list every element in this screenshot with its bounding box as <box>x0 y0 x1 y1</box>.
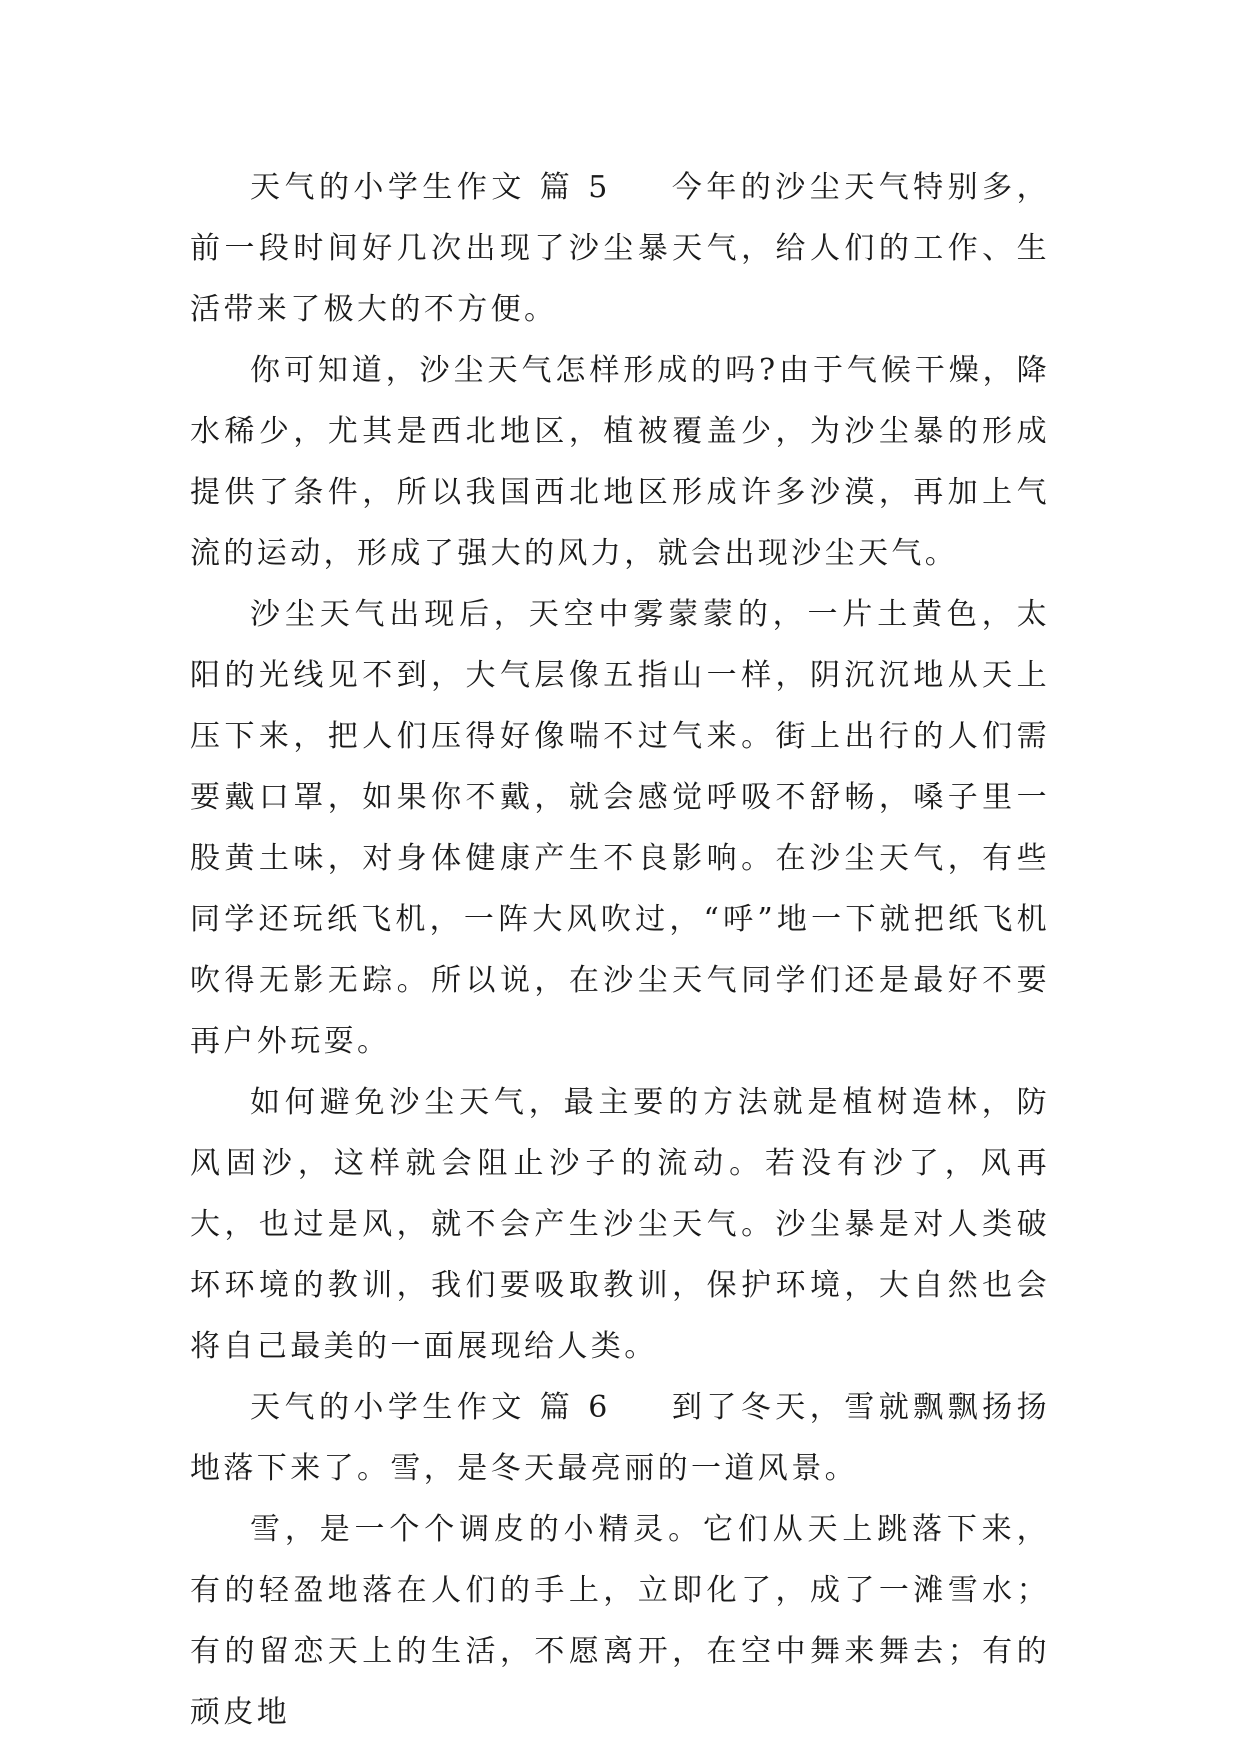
section-6-paragraph-1: 到了冬天，雪就飘飘扬扬地落下来了。雪，是冬天最亮丽的一道风景。 <box>190 1390 1050 1486</box>
section-6-first-paragraph <box>190 1377 1050 1499</box>
document-body <box>190 157 1050 1743</box>
section-6-paragraph-2: 雪，是一个个调皮的小精灵。它们从天上跳落下来，有的轻盈地落在人们的手上，立即化了，成了一滩雪水；有的留恋天上的生活，不愿离开，在空中舞来舞去；有的顽皮地 <box>190 1512 1050 1730</box>
section-5-paragraph-4: 如何避免沙尘天气，最主要的方法就是植树造林，防风固沙，这样就会阻止沙子的流动。若没有沙了，风再大，也过是风，就不会产生沙尘天气。沙尘暴是对人类破坏环境的教训，我们要吸取教训，保护环境，大自然也会将自己最美的一面展现给人类。 <box>190 1085 1050 1364</box>
section-5-paragraph-3: 沙尘天气出现后，天空中雾蒙蒙的，一片土黄色，太阳的光线见不到，大气层像五指山一样，阴沉沉地从天上压下来，把人们压得好像喘不过气来。街上出行的人们需要戴口罩，如果你不戴，就会感觉呼吸不舒畅，嗓子里一股黄土味，对身体健康产生不良影响。在沙尘天气，有些同学还玩纸飞机，一阵大风吹过，“呼”地一下就把纸飞机吹得无影无踪。所以说，在沙尘天气同学们还是最好不要再户外玩耍。 <box>190 597 1050 1059</box>
section-5-first-paragraph <box>190 157 1050 340</box>
section-5-paragraph-1: 今年的沙尘天气特别多，前一段时间好几次出现了沙尘暴天气，给人们的工作、生活带来了极大的不方便。 <box>190 170 1050 327</box>
section-6-heading: 天气的小学生作文 篇 6 <box>250 1390 611 1425</box>
section-5-paragraph-2: 你可知道，沙尘天气怎样形成的吗?由于气候干燥，降水稀少，尤其是西北地区，植被覆盖少，为沙尘暴的形成提供了条件，所以我国西北地区形成许多沙漠，再加上气流的运动，形成了强大的风力，就会出现沙尘天气。 <box>190 353 1050 571</box>
section-5-heading: 天气的小学生作文 篇 5 <box>250 170 611 205</box>
